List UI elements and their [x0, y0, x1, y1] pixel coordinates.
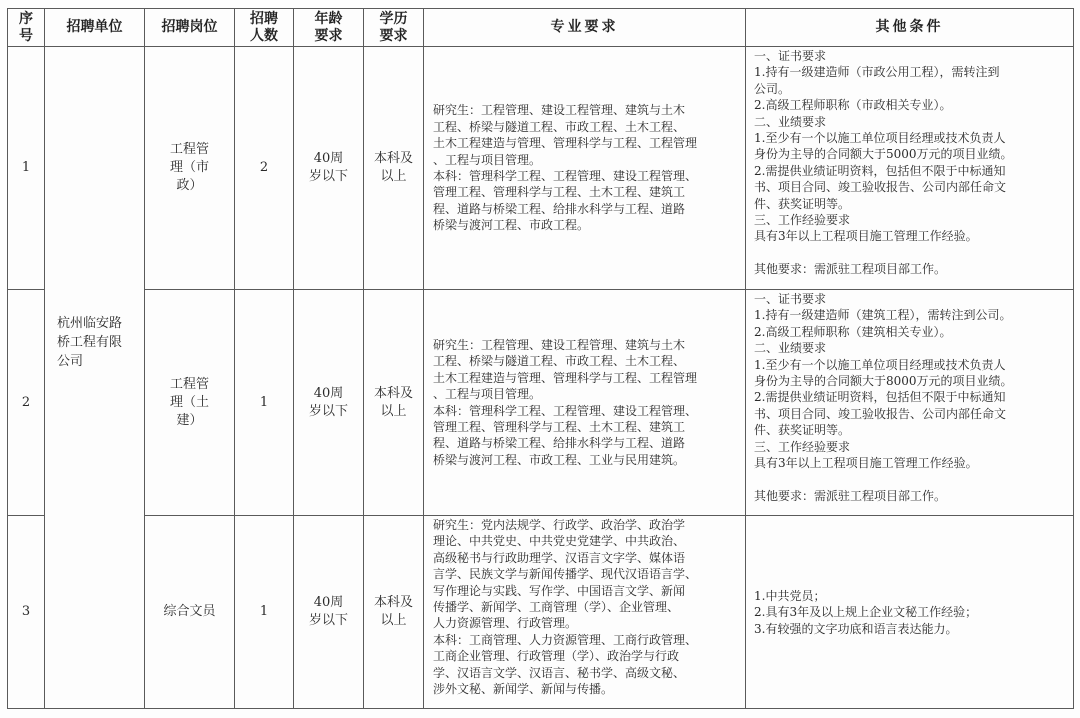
row-age: 40周岁以下: [294, 290, 364, 516]
row-edu: 本科及以上: [364, 47, 424, 290]
header-age: 年龄要求: [294, 9, 364, 47]
unit-name: 杭州临安路桥工程有限公司: [57, 315, 123, 369]
table-row: [8, 47, 1074, 290]
header-other: 其他条件: [746, 9, 1074, 47]
row-major: 研究生：工程管理、建设工程管理、建筑与土木 工程、桥梁与隧道工程、市政工程、土木工程、 土木工程建造与管理、管理科学与工程、工程管理 、工程与项目管理。 本科：管理科学工程、工程管理、建设工程管理、 管理工程、管理科学与工程、土木工程、建筑工 程、道路与桥梁工程、给排水科学与工程、道路 桥梁与渡河工程、市政工程。: [424, 47, 746, 290]
row-edu: 本科及以上: [364, 516, 424, 709]
row-age: 40周岁以下: [294, 516, 364, 709]
row-edu: 本科及以上: [364, 290, 424, 516]
table-row: [8, 290, 1074, 516]
row-major: 研究生：工程管理、建设工程管理、建筑与土木 工程、桥梁与隧道工程、市政工程、土木工程、 土木工程建造与管理、管理科学与工程、工程管理 、工程与项目管理。 本科：管理科学工程、工程管理、建设工程管理、 管理工程、管理科学与工程、土木工程、建筑工 程、道路与桥梁工程、给排水科学与工程、道路 桥梁与渡河工程、市政工程、工业与民用建筑。: [424, 290, 746, 516]
row-major: 研究生：党内法规学、行政学、政治学、政治学 理论、中共党史、中共党史党建学、中共政治、 高级秘书与行政助理学、汉语言文字学、媒体语 言学、民族文学与新闻传播学、现代汉语语言学、 写作理论与实践、写作学、中国语言文学、新闻 传播学、新闻学、工商管理（学）、企业管理、 人力资源管理、行政管理。 本科：工商管理、人力资源管理、工商行政管理、 工商企业管理、行政管理（学）、政治学与行政 学、汉语言文学、汉语言、秘书学、高级文秘、 涉外文秘、新闻学、新闻与传播。: [424, 516, 746, 709]
header-count: 招聘人数: [235, 9, 294, 47]
recruitment-table: [7, 8, 1074, 709]
row-post: 综合文员: [145, 516, 235, 709]
header-seq: 序号: [8, 9, 45, 47]
row-count: 1: [235, 516, 294, 709]
row-post: 工程管理（市政）: [145, 47, 235, 290]
row-count: 2: [235, 47, 294, 290]
row-seq: 2: [8, 290, 45, 516]
row-other: 一、证书要求 1.持有一级建造师（市政公用工程），需转注到 公司。 2.高级工程师职称（市政相关专业）。 二、业绩要求 1.至少有一个以施工单位项目经理或技术负责人 身份为主导的合同额大于5000万元的项目业绩。 2.需提供业绩证明资料，包括但不限于中标通知 书、项目合同、竣工验收报告、公司内部任命文 件、获奖证明等。 三、工作经验要求 具有3年以上工程项目施工管理工作经验。 其他要求：需派驻工程项目部工作。: [746, 47, 1074, 290]
row-seq: 1: [8, 47, 45, 290]
unit-name-cell: [45, 47, 145, 709]
row-seq: 3: [8, 516, 45, 709]
header-edu: 学历要求: [364, 9, 424, 47]
row-count: 1: [235, 290, 294, 516]
header-unit: 招聘单位: [45, 9, 145, 47]
header-post: 招聘岗位: [145, 9, 235, 47]
header-row: [8, 9, 1074, 47]
row-other: 一、证书要求 1.持有一级建造师（建筑工程），需转注到公司。 2.高级工程师职称（建筑相关专业）。 二、业绩要求 1.至少有一个以施工单位项目经理或技术负责人 身份为主导的合同额大于8000万元的项目业绩。 2.需提供业绩证明资料，包括但不限于中标通知 书、项目合同、竣工验收报告、公司内部任命文 件、获奖证明等。 三、工作经验要求 具有3年以上工程项目施工管理工作经验。 其他要求：需派驻工程项目部工作。: [746, 290, 1074, 516]
row-other: 1.中共党员； 2.具有3年及以上规上企业文秘工作经验； 3.有较强的文字功底和语言表达能力。: [746, 516, 1074, 709]
row-post: 工程管理（土建）: [145, 290, 235, 516]
table-row: [8, 516, 1074, 709]
header-major: 专业要求: [424, 9, 746, 47]
row-age: 40周岁以下: [294, 47, 364, 290]
